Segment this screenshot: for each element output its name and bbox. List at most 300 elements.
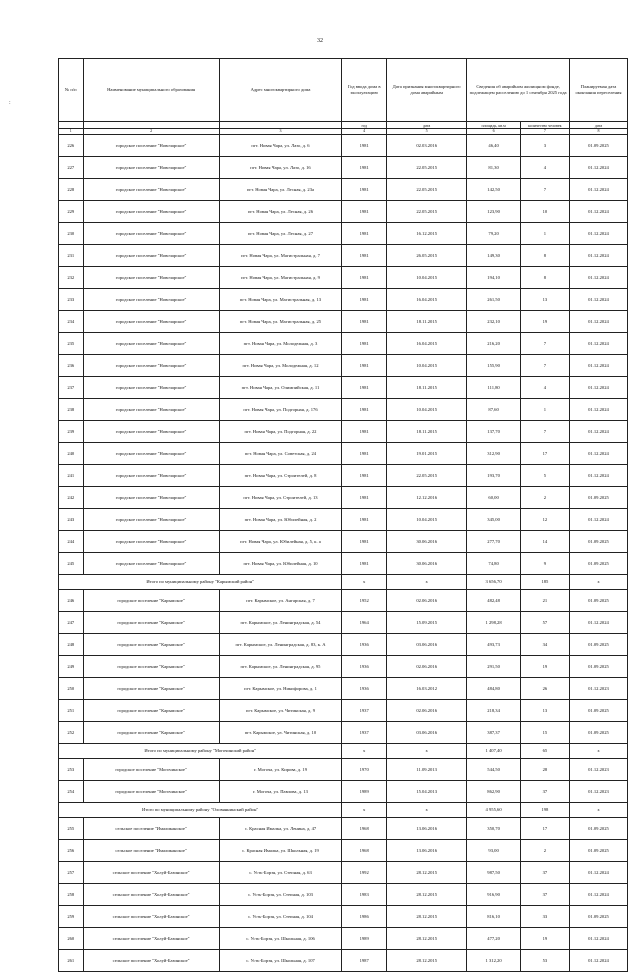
- address-cell: пгт. Новая Чара, ул. Магистральная, д. 7: [219, 245, 342, 267]
- address-cell: пгт. Карымское, ул. Ленинградская, д. 95: [219, 656, 342, 678]
- planned-date-cell: 01.12.2024: [569, 267, 627, 289]
- municipality-cell: городское поселение "Новочарское": [83, 135, 219, 157]
- unit-area: площадь, кв.м: [467, 122, 521, 129]
- row-number: 233: [59, 289, 84, 311]
- table-row: [59, 553, 628, 575]
- total-date: x: [386, 575, 466, 590]
- municipality-cell: городское поселение "Новочарское": [83, 465, 219, 487]
- year-cell: 1964: [342, 612, 387, 634]
- area-cell: 193,70: [467, 465, 521, 487]
- municipality-cell: городское поселение "Новочарское": [83, 421, 219, 443]
- year-cell: 1981: [342, 377, 387, 399]
- recognition-date-cell: 28.12.2015: [386, 928, 466, 950]
- residents-cell: 53: [520, 950, 569, 972]
- residents-cell: 33: [520, 906, 569, 928]
- address-cell: с. Усть-Борзя, ул. Школьная, д. 106: [219, 928, 342, 950]
- column-number: 6: [467, 129, 521, 135]
- planned-date-cell: 01.09.2025: [569, 906, 627, 928]
- row-number: 229: [59, 201, 84, 223]
- planned-date-cell: 01.12.2024: [569, 884, 627, 906]
- year-cell: 1981: [342, 289, 387, 311]
- year-cell: 1936: [342, 678, 387, 700]
- year-cell: 1981: [342, 553, 387, 575]
- header-planned-date: Планируемая дата окончания переселения: [569, 59, 627, 122]
- row-number: 243: [59, 509, 84, 531]
- column-number: 4: [342, 129, 387, 135]
- residents-cell: 12: [520, 509, 569, 531]
- area-cell: 123,90: [467, 201, 521, 223]
- planned-date-cell: 01.12.2024: [569, 509, 627, 531]
- table-row: [59, 443, 628, 465]
- recognition-date-cell: 13.06.2016: [386, 840, 466, 862]
- recognition-date-cell: 30.06.2016: [386, 531, 466, 553]
- table-row: [59, 531, 628, 553]
- address-cell: пгт. Карымское, ул. Ангарская, д. 7: [219, 590, 342, 612]
- municipality-cell: сельское поселение "Холуй-Базинское": [83, 906, 219, 928]
- area-cell: 261,50: [467, 289, 521, 311]
- table-row: [59, 884, 628, 906]
- row-number: 251: [59, 700, 84, 722]
- address-cell: пгт. Новая Чара, ул. Юбилейная, д. 2: [219, 509, 342, 531]
- year-cell: 1981: [342, 465, 387, 487]
- table-row: [59, 245, 628, 267]
- residents-cell: 5: [520, 465, 569, 487]
- row-number: 237: [59, 377, 84, 399]
- unit-blank-2: [83, 122, 219, 129]
- residents-cell: 17: [520, 818, 569, 840]
- column-number: 8: [569, 129, 627, 135]
- municipality-cell: городское поселение "Новочарское": [83, 531, 219, 553]
- planned-date-cell: 01.09.2025: [569, 135, 627, 157]
- total-year: x: [342, 575, 387, 590]
- municipality-cell: сельское поселение "Ималиканское": [83, 840, 219, 862]
- municipality-cell: городское поселение "Новочарское": [83, 377, 219, 399]
- area-cell: 493,73: [467, 634, 521, 656]
- table-row: [59, 700, 628, 722]
- residents-cell: 17: [520, 443, 569, 465]
- address-cell: пгт. Новая Чара, ул. Строителей, д. 13: [219, 487, 342, 509]
- total-residents: 65: [520, 744, 569, 759]
- address-cell: с. Усть-Борзя, ул. Степная, д. 104: [219, 906, 342, 928]
- recognition-date-cell: 16.12.2015: [386, 223, 466, 245]
- year-cell: 1970: [342, 759, 387, 781]
- column-number: 1: [59, 129, 84, 135]
- total-residents: 185: [520, 575, 569, 590]
- year-cell: 1981: [342, 157, 387, 179]
- header-num: № п/п: [59, 59, 84, 122]
- recognition-date-cell: 28.12.2015: [386, 862, 466, 884]
- municipality-cell: городское поселение "Карымское": [83, 634, 219, 656]
- total-date: x: [386, 803, 466, 818]
- table-row: [59, 818, 628, 840]
- row-number: 260: [59, 928, 84, 950]
- row-number: 230: [59, 223, 84, 245]
- area-cell: 216,20: [467, 333, 521, 355]
- address-cell: пгт. Новая Чара, ул. Лесная, д. 27: [219, 223, 342, 245]
- residents-cell: 13: [520, 289, 569, 311]
- planned-date-cell: 01.09.2025: [569, 634, 627, 656]
- area-cell: 93,00: [467, 840, 521, 862]
- planned-date-cell: 01.09.2025: [569, 656, 627, 678]
- table-row: [59, 928, 628, 950]
- address-cell: пгт. Новая Чара, ул. Молодежная, д. 3: [219, 333, 342, 355]
- area-cell: 350,70: [467, 818, 521, 840]
- area-cell: 232,10: [467, 311, 521, 333]
- year-cell: 1981: [342, 135, 387, 157]
- residents-cell: 13: [520, 700, 569, 722]
- municipality-cell: городское поселение "Могочинское": [83, 781, 219, 803]
- recognition-date-cell: 22.05.2015: [386, 201, 466, 223]
- row-number: 240: [59, 443, 84, 465]
- table-row: [59, 612, 628, 634]
- area-cell: 387,37: [467, 722, 521, 744]
- area-cell: 149,30: [467, 245, 521, 267]
- planned-date-cell: 01.12.2024: [569, 928, 627, 950]
- row-number: 258: [59, 884, 84, 906]
- area-cell: 312,90: [467, 443, 521, 465]
- total-area: 3 656,70: [467, 575, 521, 590]
- municipality-cell: городское поселение "Новочарское": [83, 333, 219, 355]
- recognition-date-cell: 28.12.2015: [386, 884, 466, 906]
- year-cell: 1981: [342, 443, 387, 465]
- registry-body: [59, 135, 628, 972]
- table-row: [59, 840, 628, 862]
- row-number: 238: [59, 399, 84, 421]
- residents-cell: 1: [520, 223, 569, 245]
- table-row: [59, 377, 628, 399]
- address-cell: г. Могоча, ул. Павлова, д. 13: [219, 781, 342, 803]
- address-cell: пгт. Новая Чара, ул. Олимпийская, д. 11: [219, 377, 342, 399]
- table-row: [59, 355, 628, 377]
- year-cell: 1983: [342, 884, 387, 906]
- total-planned: x: [569, 575, 627, 590]
- residents-cell: 57: [520, 612, 569, 634]
- planned-date-cell: 01.12.2024: [569, 333, 627, 355]
- year-cell: 1952: [342, 590, 387, 612]
- area-cell: 544,50: [467, 759, 521, 781]
- recognition-date-cell: 28.12.2015: [386, 950, 466, 972]
- recognition-date-cell: 18.11.2015: [386, 311, 466, 333]
- planned-date-cell: 01.12.2024: [569, 399, 627, 421]
- header-housing-info: Сведения об аварийном жилищном фонде, подлежащем расселению до 1 сентября 2025 года: [467, 59, 570, 122]
- year-cell: 1981: [342, 333, 387, 355]
- recognition-date-cell: 10.04.2015: [386, 267, 466, 289]
- residents-cell: 26: [520, 678, 569, 700]
- residents-cell: 19: [520, 311, 569, 333]
- header-address: Адрес многоквартирного дома: [219, 59, 342, 122]
- municipality-cell: городское поселение "Карымское": [83, 700, 219, 722]
- row-number: 235: [59, 333, 84, 355]
- total-planned: x: [569, 744, 627, 759]
- year-cell: 1981: [342, 245, 387, 267]
- address-cell: пгт. Карымское, ул. Ленинградская, д. 83, к. А: [219, 634, 342, 656]
- recognition-date-cell: 16.04.2015: [386, 289, 466, 311]
- table-row: [59, 509, 628, 531]
- area-cell: 345,00: [467, 509, 521, 531]
- address-cell: пгт. Новая Чара, ул. Магистральная, д. 9: [219, 267, 342, 289]
- area-cell: 1 312,20: [467, 950, 521, 972]
- residents-cell: 1: [520, 399, 569, 421]
- year-cell: 1981: [342, 201, 387, 223]
- header-recognition-date: Дата признания многоквартирного дома аварийным: [386, 59, 466, 122]
- municipality-cell: городское поселение "Новочарское": [83, 245, 219, 267]
- address-cell: пгт. Новая Чара, ул. Юбилейная, д. 10: [219, 553, 342, 575]
- municipality-cell: городское поселение "Карымское": [83, 612, 219, 634]
- residents-cell: 28: [520, 759, 569, 781]
- recognition-date-cell: 16.03.2012: [386, 678, 466, 700]
- year-cell: 1937: [342, 722, 387, 744]
- area-cell: 987,50: [467, 862, 521, 884]
- residents-cell: 3: [520, 135, 569, 157]
- total-residents: 198: [520, 803, 569, 818]
- row-number: 244: [59, 531, 84, 553]
- row-number: 245: [59, 553, 84, 575]
- address-cell: пгт. Новая Чара, ул. Молодежная, д. 12: [219, 355, 342, 377]
- planned-date-cell: 01.09.2025: [569, 840, 627, 862]
- year-cell: 1981: [342, 509, 387, 531]
- year-cell: 1986: [342, 906, 387, 928]
- table-row: [59, 223, 628, 245]
- table-row: [59, 289, 628, 311]
- address-cell: пгт. Карымское, ул. Ленинградская, д. 54: [219, 612, 342, 634]
- total-row: [59, 575, 628, 590]
- planned-date-cell: 01.12.2024: [569, 377, 627, 399]
- table-row: [59, 399, 628, 421]
- unit-year: год: [342, 122, 387, 129]
- planned-date-cell: 01.09.2025: [569, 487, 627, 509]
- planned-date-cell: 01.09.2025: [569, 700, 627, 722]
- total-label: Итого по муниципальному району "Могочинский район": [59, 744, 342, 759]
- row-number: 246: [59, 590, 84, 612]
- row-number: 252: [59, 722, 84, 744]
- recognition-date-cell: 22.05.2015: [386, 465, 466, 487]
- year-cell: 1936: [342, 656, 387, 678]
- row-number: 248: [59, 634, 84, 656]
- planned-date-cell: 01.12.2024: [569, 421, 627, 443]
- area-cell: 277,70: [467, 531, 521, 553]
- unit-blank-3: [219, 122, 342, 129]
- address-cell: пгт. Новая Чара, ул. Лесная, д. 26: [219, 201, 342, 223]
- row-number: 250: [59, 678, 84, 700]
- row-number: 228: [59, 179, 84, 201]
- area-cell: 87,60: [467, 399, 521, 421]
- total-area: 4 955,60: [467, 803, 521, 818]
- year-cell: 1987: [342, 950, 387, 972]
- planned-date-cell: 01.12.2024: [569, 950, 627, 972]
- table-row: [59, 590, 628, 612]
- table-row: [59, 487, 628, 509]
- address-cell: пгт. Новая Чара, ул. Магистральная, д. 25: [219, 311, 342, 333]
- address-cell: г. Могоча, ул. Кирова, д. 19: [219, 759, 342, 781]
- recognition-date-cell: 02.06.2016: [386, 700, 466, 722]
- row-number: 257: [59, 862, 84, 884]
- municipality-cell: городское поселение "Новочарское": [83, 399, 219, 421]
- municipality-cell: сельское поселение "Ималиканское": [83, 818, 219, 840]
- table-row: [59, 465, 628, 487]
- header-year-built: Год ввода дома в эксплуатацию: [342, 59, 387, 122]
- planned-date-cell: 01.12.2023: [569, 781, 627, 803]
- row-number: 247: [59, 612, 84, 634]
- planned-date-cell: 01.12.2023: [569, 759, 627, 781]
- area-cell: 862,90: [467, 781, 521, 803]
- table-row: [59, 634, 628, 656]
- total-row: [59, 803, 628, 818]
- unit-blank-1: [59, 122, 84, 129]
- recognition-date-cell: 28.12.2015: [386, 906, 466, 928]
- row-number: 226: [59, 135, 84, 157]
- municipality-cell: городское поселение "Новочарское": [83, 355, 219, 377]
- year-cell: 1968: [342, 840, 387, 862]
- units-row: [59, 122, 628, 129]
- total-label: Итого по муниципальному району "Оловяннинский район": [59, 803, 342, 818]
- area-cell: 142,50: [467, 179, 521, 201]
- unit-date: дата: [386, 122, 466, 129]
- total-row: [59, 744, 628, 759]
- area-cell: 482,48: [467, 590, 521, 612]
- address-cell: пгт. Новая Чара, ул. Юбилейная, д. 5, к. а: [219, 531, 342, 553]
- planned-date-cell: 01.12.2024: [569, 245, 627, 267]
- residents-cell: 8: [520, 267, 569, 289]
- municipality-cell: городское поселение "Новочарское": [83, 553, 219, 575]
- address-cell: пгт. Новая Чара, ул. Лесная, д. 23а: [219, 179, 342, 201]
- area-cell: 291,50: [467, 656, 521, 678]
- residents-cell: 2: [520, 487, 569, 509]
- planned-date-cell: 01.12.2023: [569, 678, 627, 700]
- table-row: [59, 421, 628, 443]
- residents-cell: 34: [520, 634, 569, 656]
- table-row: [59, 179, 628, 201]
- address-cell: пгт. Новая Чара, ул. Советская, д. 24: [219, 443, 342, 465]
- municipality-cell: городское поселение "Новочарское": [83, 487, 219, 509]
- area-cell: 194,10: [467, 267, 521, 289]
- municipality-cell: городское поселение "Новочарское": [83, 267, 219, 289]
- planned-date-cell: 01.12.2024: [569, 157, 627, 179]
- year-cell: 1981: [342, 179, 387, 201]
- area-cell: 46,40: [467, 135, 521, 157]
- municipality-cell: городское поселение "Карымское": [83, 722, 219, 744]
- year-cell: 1968: [342, 818, 387, 840]
- planned-date-cell: 01.12.2024: [569, 289, 627, 311]
- address-cell: с. Усть-Борзя, ул. Степная, д. 63: [219, 862, 342, 884]
- municipality-cell: городское поселение "Новочарское": [83, 509, 219, 531]
- planned-date-cell: 01.12.2024: [569, 612, 627, 634]
- recognition-date-cell: 12.12.2016: [386, 487, 466, 509]
- recognition-date-cell: 02.03.2016: [386, 135, 466, 157]
- recognition-date-cell: 30.06.2016: [386, 553, 466, 575]
- address-cell: пгт. Новая Чара, ул. Подгорная, д. 176: [219, 399, 342, 421]
- municipality-cell: городское поселение "Новочарское": [83, 201, 219, 223]
- year-cell: 1981: [342, 267, 387, 289]
- table-row: [59, 333, 628, 355]
- row-number: 261: [59, 950, 84, 972]
- year-cell: 1981: [342, 223, 387, 245]
- planned-date-cell: 01.12.2024: [569, 179, 627, 201]
- column-number: 7: [520, 129, 569, 135]
- total-planned: x: [569, 803, 627, 818]
- residents-cell: 4: [520, 377, 569, 399]
- area-cell: 74,80: [467, 553, 521, 575]
- municipality-cell: городское поселение "Карымское": [83, 678, 219, 700]
- planned-date-cell: 01.12.2024: [569, 355, 627, 377]
- total-year: x: [342, 744, 387, 759]
- year-cell: 1981: [342, 311, 387, 333]
- residents-cell: 8: [520, 245, 569, 267]
- recognition-date-cell: 10.04.2015: [386, 355, 466, 377]
- year-cell: 1981: [342, 355, 387, 377]
- recognition-date-cell: 13.06.2016: [386, 818, 466, 840]
- municipality-cell: сельское поселение "Холуй-Базинское": [83, 950, 219, 972]
- year-cell: 1989: [342, 928, 387, 950]
- page-number: 32: [317, 38, 323, 44]
- planned-date-cell: 01.12.2024: [569, 223, 627, 245]
- row-number: 253: [59, 759, 84, 781]
- year-cell: 1992: [342, 862, 387, 884]
- recognition-date-cell: 22.05.2015: [386, 179, 466, 201]
- table-row: [59, 759, 628, 781]
- residents-cell: 15: [520, 722, 569, 744]
- municipality-cell: городское поселение "Карымское": [83, 656, 219, 678]
- row-number: 254: [59, 781, 84, 803]
- residents-cell: 37: [520, 781, 569, 803]
- planned-date-cell: 01.12.2024: [569, 862, 627, 884]
- recognition-date-cell: 10.04.2015: [386, 399, 466, 421]
- year-cell: 1981: [342, 487, 387, 509]
- recognition-date-cell: 03.06.2016: [386, 722, 466, 744]
- area-cell: 916,90: [467, 884, 521, 906]
- residents-cell: 37: [520, 884, 569, 906]
- year-cell: 1981: [342, 399, 387, 421]
- total-year: x: [342, 803, 387, 818]
- recognition-date-cell: 11.09.2013: [386, 759, 466, 781]
- planned-date-cell: 01.12.2024: [569, 311, 627, 333]
- residents-cell: 2: [520, 840, 569, 862]
- planned-date-cell: 01.12.2024: [569, 465, 627, 487]
- planned-date-cell: 01.09.2025: [569, 818, 627, 840]
- planned-date-cell: 01.12.2024: [569, 443, 627, 465]
- residents-cell: 37: [520, 862, 569, 884]
- header-row: [59, 59, 628, 122]
- row-number: 231: [59, 245, 84, 267]
- column-number: 2: [83, 129, 219, 135]
- table-row: [59, 722, 628, 744]
- row-number: 236: [59, 355, 84, 377]
- recognition-date-cell: 26.05.2015: [386, 245, 466, 267]
- planned-date-cell: 01.09.2025: [569, 553, 627, 575]
- row-number: 249: [59, 656, 84, 678]
- planned-date-cell: 01.09.2025: [569, 531, 627, 553]
- table-row: [59, 678, 628, 700]
- margin-mark: :: [9, 100, 11, 106]
- area-cell: 60,00: [467, 487, 521, 509]
- recognition-date-cell: 10.04.2015: [386, 509, 466, 531]
- table-row: [59, 862, 628, 884]
- area-cell: 1 298,28: [467, 612, 521, 634]
- table-row: [59, 950, 628, 972]
- column-number: 3: [219, 129, 342, 135]
- row-number: 239: [59, 421, 84, 443]
- area-cell: 79,20: [467, 223, 521, 245]
- address-cell: пгт. Карымское, ул. Читинская, д. 9: [219, 700, 342, 722]
- row-number: 259: [59, 906, 84, 928]
- table-row: [59, 157, 628, 179]
- municipality-cell: городское поселение "Новочарское": [83, 289, 219, 311]
- address-cell: с. Красная Ималка, ул. Школьная, д. 19: [219, 840, 342, 862]
- table-row: [59, 311, 628, 333]
- table-row: [59, 135, 628, 157]
- residents-cell: 9: [520, 553, 569, 575]
- recognition-date-cell: 02.06.2016: [386, 590, 466, 612]
- recognition-date-cell: 16.04.2015: [386, 333, 466, 355]
